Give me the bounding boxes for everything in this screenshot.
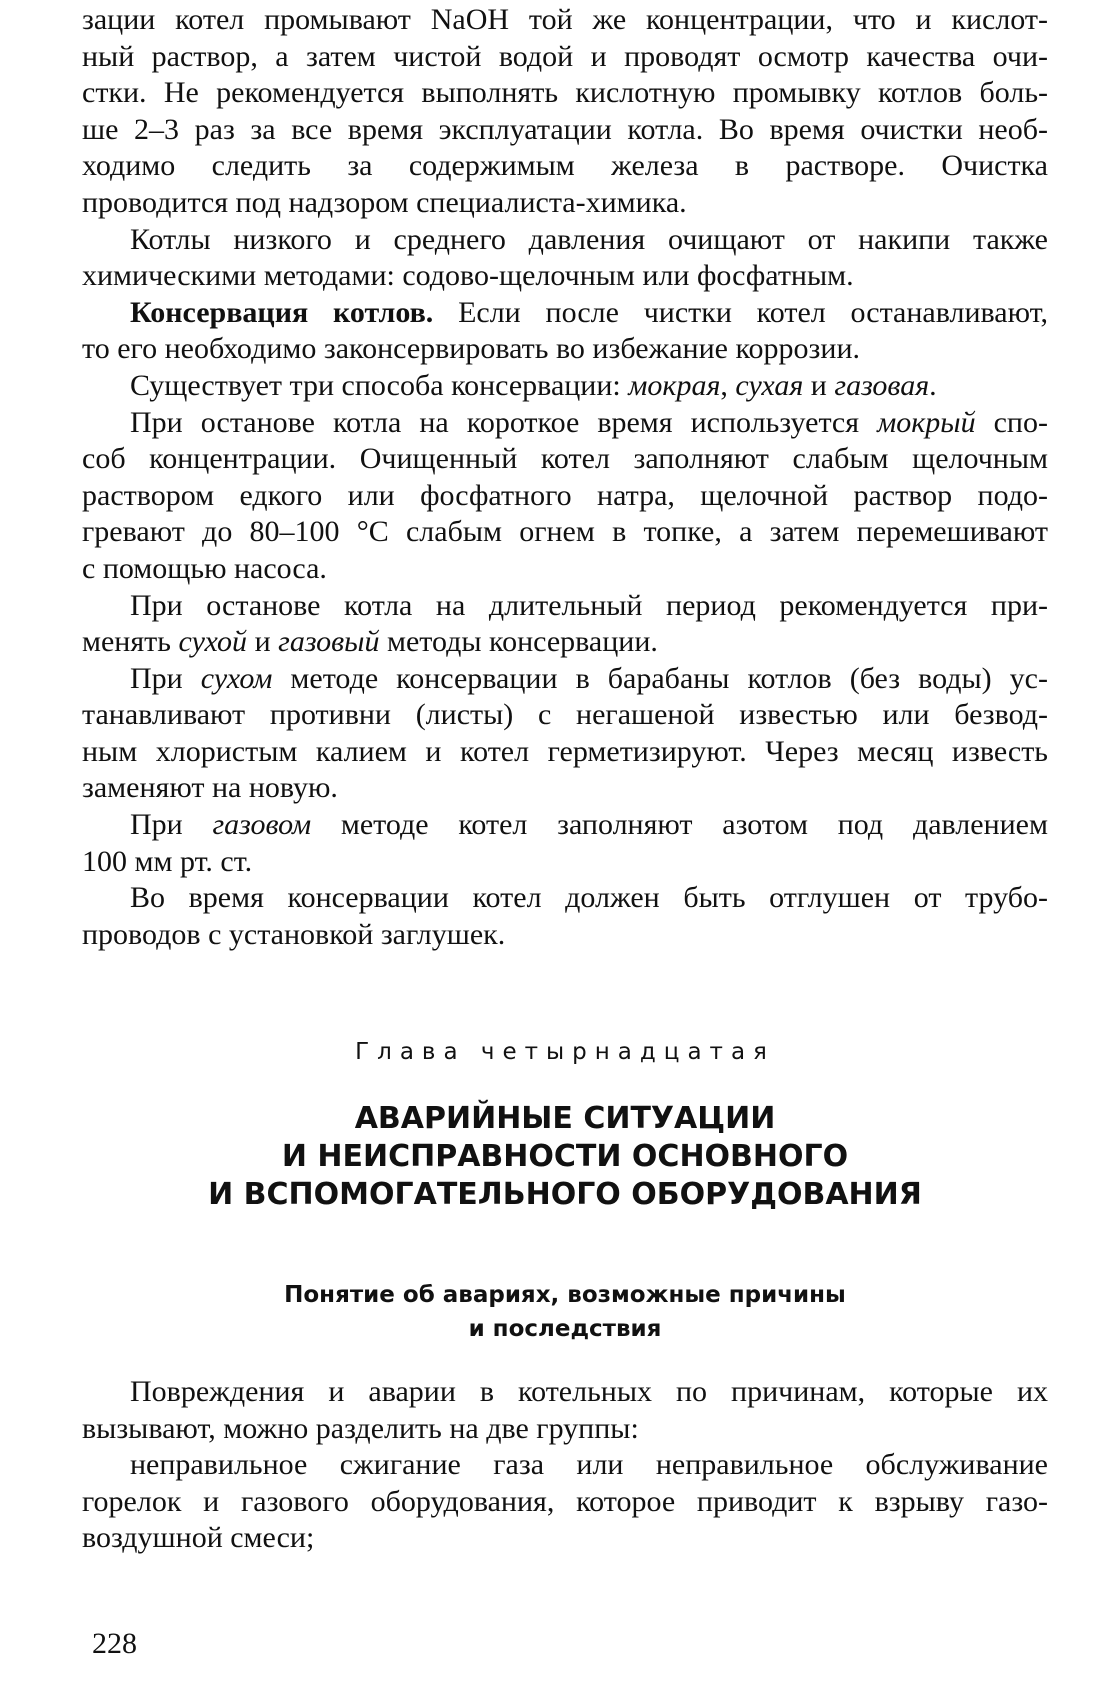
text-line: горелок и газового оборудования, которое приводит к взрыву газо- [82,1484,1048,1518]
text-line: Во время консервации котел должен быть отглушен от трубо- [130,881,1048,915]
text-line: проводится под надзором специалиста-химика. [82,185,687,219]
text-line: При останове котла на короткое время используется мокрый спо- [130,405,1048,439]
text-line: соб концентрации. Очищенный котел заполняют слабым щелочным [82,442,1048,476]
text-line: проводов с установкой заглушек. [82,917,506,951]
text-line: неправильное сжигание газа или неправильное обслуживание [130,1448,1048,1482]
text-line: заменяют на новую. [82,771,338,805]
text-line: ный раствор, а затем чистой водой и проводят осмотр качества очи- [82,39,1048,73]
text-line: химическими методами: содово-щелочным или фосфатным. [82,259,854,293]
text-line: При газовом методе котел заполняют азотом под давлением [130,808,1048,842]
text-line: ше 2–3 раз за все время эксплуатации котла. Во время очистки необ- [82,112,1048,146]
chapter-title [82,1100,1048,1214]
body-text-bottom [82,1374,1048,1557]
chapter-title-line: И ВСПОМОГАТЕЛЬНОГО ОБОРУДОВАНИЯ [208,1177,922,1212]
text-line: то его необходимо законсервировать во избежание коррозии. [82,332,860,366]
section-title [82,1278,1048,1346]
text-line: с помощью насоса. [82,551,327,585]
body-text-top [82,2,1048,953]
text-line: Консервация котлов. Если после чистки котел останавливают, [130,295,1048,329]
text-line: При останове котла на длительный период рекомендуется при- [130,588,1048,622]
section-title-line: и последствия [468,1316,662,1342]
text-line: Повреждения и аварии в котельных по причинам, которые их [130,1375,1048,1408]
text-line: ходимо следить за содержимым железа в растворе. Очистка [82,149,1048,183]
text-line: вызывают, можно разделить на две группы: [82,1411,639,1445]
text-line: При сухом методе консервации в барабаны котлов (без воды) ус- [130,661,1048,695]
book-page [82,2,1048,1672]
text-line: зации котел промывают NaOH той же концентрации, что и кислот- [82,3,1048,36]
text-line: 100 мм рт. ст. [82,844,253,878]
chapter-label: Глава четырнадцатая [355,1039,775,1065]
text-line: воздушной смеси; [82,1521,315,1555]
run-in-heading: Консервация котлов. [130,295,434,329]
text-line: гревают до 80–100 °С слабым огнем в топке, а затем перемешивают [82,515,1048,549]
chapter-title-line: АВАРИЙНЫЕ СИТУАЦИИ [354,1101,776,1136]
text-line: ным хлористым калием и котел герметизируют. Через месяц известь [82,734,1048,768]
text-line: раствором едкого или фосфатного натра, щелочной раствор подо- [82,478,1048,512]
text-line: танавливают противни (листы) с негашеной известью или безвод- [82,698,1048,732]
text-line: менять сухой и газовый методы консервации. [82,625,658,659]
text-line: Котлы низкого и среднего давления очищают от накипи также [130,222,1048,256]
text-line: Существует три способа консервации: мокрая, сухая и газовая. [130,368,937,402]
page-number: 228 [92,1627,137,1660]
chapter-title-line: И НЕИСПРАВНОСТИ ОСНОВНОГО [281,1139,849,1174]
section-title-line: Понятие об авариях, возможные причины [284,1282,846,1308]
text-line: стки. Не рекомендуется выполнять кислотную промывку котлов боль- [82,76,1048,110]
